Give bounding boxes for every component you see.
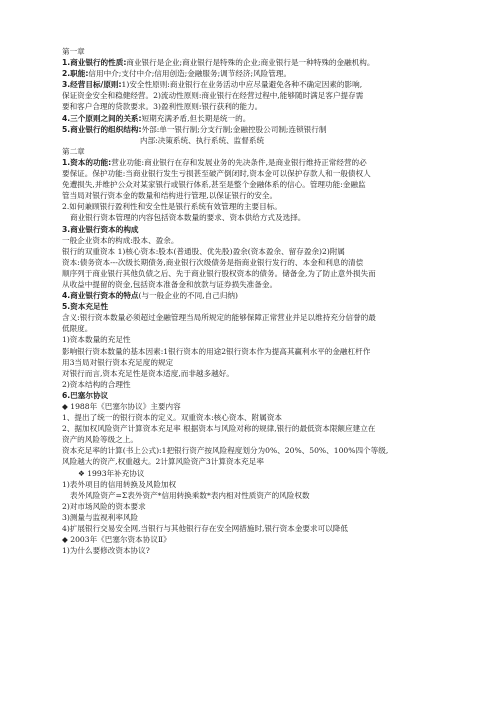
text-line — [62, 357, 438, 368]
section-heading: 1.资本的功能: — [62, 157, 112, 167]
text-line — [62, 379, 438, 390]
text-line — [62, 235, 438, 246]
line-text: 内部:决策系统、执行系统、监督系统 — [140, 135, 265, 145]
line-text: 要保证。保护功能:当商业银行发生亏损甚至破产倒闭时,资本金可以保护存款人和一般债权人 — [62, 169, 371, 179]
document-page — [62, 46, 438, 556]
text-line — [62, 479, 438, 490]
section-heading: 4.商业银行资本的特点 — [62, 291, 139, 301]
line-text: 1)表外项目的信用转换及风险加权 — [62, 479, 177, 489]
line-text: 第一章 — [62, 47, 85, 56]
line-text: 信用中介;支付中介;信用创造;金融服务;调节经济;风险管理。 — [88, 69, 292, 79]
text-line — [62, 179, 438, 190]
text-line — [62, 212, 438, 223]
text-line — [62, 279, 438, 290]
text-line — [62, 257, 438, 268]
text-line — [62, 79, 438, 90]
line-text: 2)对市场风险的资本要求 — [62, 501, 146, 511]
text-line — [62, 113, 438, 124]
section-heading: 6.巴塞尔协议 — [62, 390, 109, 400]
line-text: 银行的双重资本 1)核心资本:股本(普通股、优先股)盈余(资本盈余、留存盈余)2)附属 — [62, 246, 346, 256]
line-text: 影响银行资本数量的基本因素:1银行资本的用途2银行资本作为提高其赢利水平的金融杠杆作 — [62, 346, 371, 356]
text-line — [62, 124, 438, 135]
text-line — [62, 523, 438, 534]
text-line — [62, 201, 438, 212]
line-text: 商业银行资本管理的内容包括资本数量的要求、资本供给方式及选择。 — [70, 213, 306, 223]
line-text: 从收益中提留的资金,包括资本准备金和放款与证券损失准备金。 — [62, 279, 278, 289]
line-text: 外部:单一银行制;分支行制;金融控股公司制;连锁银行制 — [141, 124, 327, 134]
line-text: 表外风险资产=Σ表外资产*信用转换乘数*表内相对性质资产的风险权数 — [70, 490, 310, 500]
line-text: 1)为什么要修改资本协议? — [62, 546, 150, 556]
text-line — [62, 157, 438, 168]
text-line — [62, 290, 438, 301]
line-text: 资本充足率的计算(书上公式):1把银行资产按风险程度划分为0%、20%、50%、100%四个等级, — [62, 446, 389, 456]
text-line — [62, 246, 438, 257]
line-text: 顺序列于商业银行其他负债之后、先于商业银行股权资本的债务。储备金,为了防止意外损失而 — [62, 268, 376, 278]
text-line — [62, 334, 438, 345]
line-text: 风险越大的资产,权重越大。2计算风险资产3计算资本充足率 — [62, 457, 264, 467]
line-text: 商业银行是企业;商业银行是特殊的企业;商业银行是一种特殊的金融机构。 — [126, 58, 375, 68]
bullet-icon: ◆ — [62, 402, 68, 411]
line-text: 保证资金安全和稳健经营。2)流动性原则:商业银行在经营过程中,能够随时满足客户提存需 — [62, 91, 364, 101]
line-text: (与一般企业的不同,自己归纳) — [138, 291, 238, 301]
line-text: 用3当局对银行资本充足度的规定 — [62, 357, 174, 367]
text-line — [62, 545, 438, 556]
text-line — [62, 190, 438, 201]
line-text: 2003年《巴塞尔资本协议Ⅱ》 — [67, 535, 171, 545]
text-line — [62, 224, 438, 235]
text-line — [62, 168, 438, 179]
text-line — [62, 368, 438, 379]
text-line — [62, 312, 438, 323]
text-line — [62, 412, 438, 423]
text-line — [62, 101, 438, 112]
line-text: 第二章 — [62, 146, 85, 156]
text-line — [62, 512, 438, 523]
bullet-icon: ◆ — [62, 535, 68, 545]
bullet-icon: ❖ — [78, 468, 85, 478]
section-heading: 5.资本充足性 — [62, 302, 109, 312]
line-text: 短期充满矛盾,但长期是统一的。 — [141, 113, 251, 123]
line-text: 资本:债务资本---次级长期债务,商业银行次级债务是指商业银行发行的、本金和利息的清偿 — [62, 257, 364, 267]
text-line — [62, 468, 438, 479]
line-text: 对银行而言,资本充足性是资本适度,而非越多越好。 — [62, 368, 234, 378]
text-line — [62, 401, 438, 412]
text-line — [62, 90, 438, 101]
line-text: 1、提出了统一的银行资本的定义。双重资本:核心资本、附属资本 — [62, 413, 283, 423]
text-line — [62, 445, 438, 456]
line-text: 2、据加权风险资产计算资本充足率 根据资本与风险对称的规律,银行的最低资本限额应建立在 — [62, 424, 376, 434]
text-line — [62, 490, 438, 501]
text-line — [62, 501, 438, 512]
line-text: 2.如何兼顾银行盈利性和安全性是银行系统有效管理的主要目标。 — [62, 202, 282, 212]
text-line — [62, 301, 438, 312]
text-line — [62, 323, 438, 334]
text-line — [62, 135, 438, 146]
text-line — [62, 68, 438, 79]
line-text: 要和客户合理的贷款要求。3)盈利性原则:银行获利的能力。 — [62, 102, 263, 112]
line-text: 4)扩展银行交易安全网,当银行与其他银行存在安全网措施时,银行资本金要求可以降低 — [62, 524, 348, 534]
text-line — [62, 57, 438, 68]
text-line — [62, 456, 438, 467]
text-line — [62, 423, 438, 434]
line-text: 含义:银行资本数量必须超过金融管理当局所规定的能够保障正常营业并足以维持充分信誉的最 — [62, 313, 376, 323]
line-text: 1993年补充协议 — [84, 468, 145, 478]
section-heading: 5.商业银行的组织结构: — [62, 124, 142, 134]
line-text: 低限度。 — [62, 324, 93, 334]
text-line — [62, 434, 438, 445]
section-heading: 1.商业银行的性质: — [62, 58, 127, 68]
text-line — [62, 268, 438, 279]
line-text: 资产的风险等级之上。 — [62, 435, 138, 445]
section-heading: 4.三个原则之间的关系: — [62, 113, 142, 123]
section-heading: 3.商业银行资本的构成 — [62, 224, 139, 234]
line-text: 2)资本结构的合理性 — [62, 379, 131, 389]
line-text: 免遭损失,并维护公众对某家银行或银行体系,甚至是整个金融体系的信心。管理功能:金融监 — [62, 180, 366, 190]
section-heading: 2.职能: — [62, 69, 89, 79]
text-line — [62, 346, 438, 357]
line-text: 管当局对银行资本金的数量和结构进行管理,以保证银行的安全。 — [62, 191, 278, 201]
text-line — [62, 390, 438, 401]
text-line — [62, 46, 438, 57]
line-text: 3)测量与监视利率风险 — [62, 512, 139, 522]
line-text: 1)安全性原则:商业银行在业务活动中应尽量避免各种不确定因素的影响, — [121, 80, 363, 90]
line-text: 1)资本数量的充足性 — [62, 335, 131, 345]
line-text: 1988年《巴塞尔协议》主要内容 — [67, 402, 181, 411]
line-text: 一般企业资本的构成:股本、盈余。 — [62, 235, 179, 245]
text-line — [62, 146, 438, 157]
text-line — [62, 534, 438, 545]
line-text: 营业功能:商业银行在存和发展业务的先决条件,是商业银行维持正常经营的必 — [111, 157, 367, 167]
section-heading: 3.经营目标/原则: — [62, 80, 122, 90]
